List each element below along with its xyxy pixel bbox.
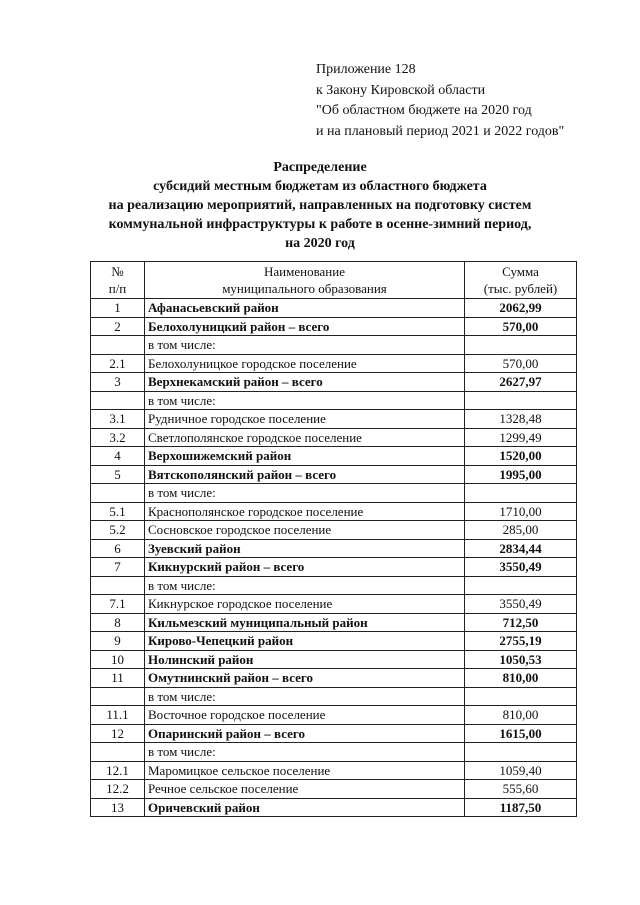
row-name: Оричевский район [145,798,465,817]
row-sum: 2755,19 [465,632,577,651]
row-sum: 2062,99 [465,299,577,318]
row-number [91,484,145,503]
row-number: 11 [91,669,145,688]
row-sum: 1615,00 [465,724,577,743]
row-name: в том числе: [145,743,465,762]
table-row [91,669,577,688]
title-line: Распределение [273,160,367,175]
row-name: Кикнурский район – всего [145,558,465,577]
header-name-line: Наименование [264,264,345,279]
table-body [91,299,577,817]
table-row [91,373,577,392]
table-row [91,650,577,669]
row-name: Омутнинский район – всего [145,669,465,688]
header-name [145,262,465,299]
table-row [91,706,577,725]
row-name: Верхошижемский район [145,447,465,466]
row-number: 11.1 [91,706,145,725]
table-row [91,299,577,318]
title-line: коммунальной инфраструктуры к работе в осенне-зимний период, [108,217,532,232]
row-sum [465,687,577,706]
row-name: Верхнекамский район – всего [145,373,465,392]
table-row [91,780,577,799]
row-sum: 555,60 [465,780,577,799]
row-number: 10 [91,650,145,669]
header-name-line: муниципального образования [222,281,387,296]
row-sum [465,484,577,503]
row-number: 2.1 [91,354,145,373]
table-row [91,502,577,521]
row-sum: 2627,97 [465,373,577,392]
table-row [91,447,577,466]
row-sum: 1050,53 [465,650,577,669]
row-name: в том числе: [145,687,465,706]
row-name: Рудничное городское поселение [145,410,465,429]
row-number: 13 [91,798,145,817]
table-row [91,354,577,373]
row-number: 12.1 [91,761,145,780]
row-number [91,743,145,762]
row-number: 4 [91,447,145,466]
table-row [91,576,577,595]
row-sum: 1995,00 [465,465,577,484]
row-sum [465,336,577,355]
row-name: в том числе: [145,391,465,410]
row-name: в том числе: [145,336,465,355]
row-sum: 1520,00 [465,447,577,466]
table-row [91,410,577,429]
title-line: на 2020 год [285,236,355,251]
table-row [91,798,577,817]
row-sum: 1710,00 [465,502,577,521]
row-name: Сосновское городское поселение [145,521,465,540]
row-sum: 1187,50 [465,798,577,817]
row-name: Кильмезский муниципальный район [145,613,465,632]
table-row [91,521,577,540]
row-sum [465,391,577,410]
row-name: Речное сельское поселение [145,780,465,799]
row-sum: 1328,48 [465,410,577,429]
row-number: 3.2 [91,428,145,447]
appendix-block [316,60,564,142]
table-row [91,743,577,762]
header-sum-line: (тыс. рублей) [483,281,558,296]
table-row [91,613,577,632]
table-row [91,595,577,614]
row-number: 9 [91,632,145,651]
row-name: Маромицкое сельское поселение [145,761,465,780]
row-sum [465,743,577,762]
table-row [91,317,577,336]
row-name: Опаринский район – всего [145,724,465,743]
row-name: Краснополянское городское поселение [145,502,465,521]
row-number: 3.1 [91,410,145,429]
title-line: на реализацию мероприятий, направленных на подготовку систем [108,198,532,213]
row-number: 2 [91,317,145,336]
row-sum: 1059,40 [465,761,577,780]
row-number [91,336,145,355]
header-num-line: п/п [108,281,127,296]
subsidy-table [90,261,577,817]
row-number: 8 [91,613,145,632]
table-row [91,336,577,355]
row-sum: 712,50 [465,613,577,632]
header-sum [465,262,577,299]
row-name: Кикнурское городское поселение [145,595,465,614]
row-number: 7 [91,558,145,577]
row-name: Белохолуницкий район – всего [145,317,465,336]
table-row [91,484,577,503]
appendix-line: Приложение 128 [316,62,416,77]
row-number: 6 [91,539,145,558]
document-title [0,158,640,253]
row-number [91,576,145,595]
table-row [91,391,577,410]
row-sum: 810,00 [465,669,577,688]
table-header-row [91,262,577,299]
appendix-line: к Закону Кировской области [316,82,486,98]
row-number: 5 [91,465,145,484]
row-sum: 570,00 [465,317,577,336]
table-row [91,632,577,651]
row-number: 12.2 [91,780,145,799]
table-row [91,761,577,780]
table-row [91,558,577,577]
row-name: Нолинский район [145,650,465,669]
row-sum: 570,00 [465,354,577,373]
row-sum: 285,00 [465,521,577,540]
row-number: 7.1 [91,595,145,614]
appendix-line: и на плановый период 2021 и 2022 годов" [316,123,565,139]
table-row [91,465,577,484]
row-number [91,687,145,706]
appendix-line: "Об областном бюджете на 2020 год [316,103,532,118]
row-number [91,391,145,410]
row-number: 1 [91,299,145,318]
row-number: 12 [91,724,145,743]
row-sum [465,576,577,595]
table-row [91,687,577,706]
row-name: Светлополянское городское поселение [145,428,465,447]
table-row [91,724,577,743]
row-sum: 2834,44 [465,539,577,558]
row-number: 3 [91,373,145,392]
row-sum: 3550,49 [465,595,577,614]
table-row [91,428,577,447]
header-sum-line: Сумма [502,264,539,279]
row-number: 5.2 [91,521,145,540]
row-name: Зуевский район [145,539,465,558]
row-sum: 1299,49 [465,428,577,447]
row-name: Восточное городское поселение [145,706,465,725]
table-row [91,539,577,558]
header-num [91,262,145,299]
row-sum: 3550,49 [465,558,577,577]
row-name: Афанасьевский район [145,299,465,318]
row-name: в том числе: [145,484,465,503]
header-num-line: № [111,264,124,279]
row-name: Вятскополянский район – всего [145,465,465,484]
row-sum: 810,00 [465,706,577,725]
title-line: субсидий местным бюджетам из областного бюджета [153,179,487,194]
row-name: Белохолуницкое городское поселение [145,354,465,373]
row-number: 5.1 [91,502,145,521]
row-name: Кирово-Чепецкий район [145,632,465,651]
row-name: в том числе: [145,576,465,595]
